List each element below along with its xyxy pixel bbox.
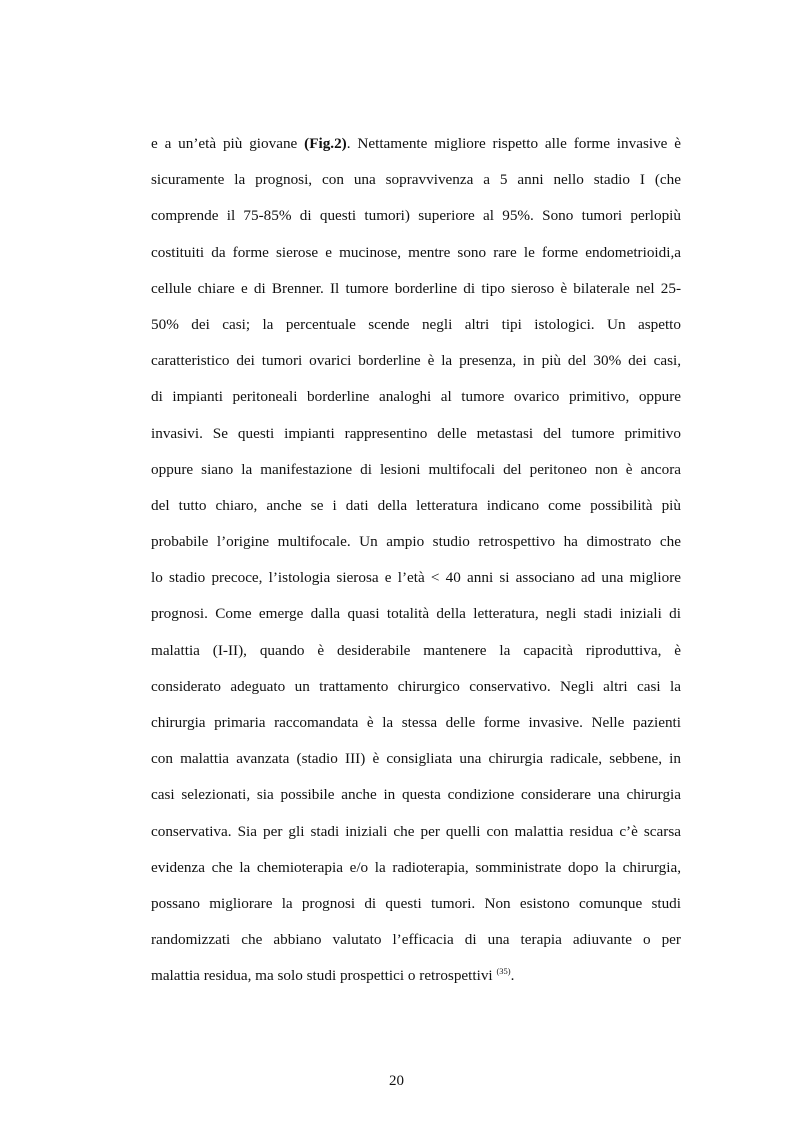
- text-line-6: 50% dei casi; la percentuale scende negli altri tipi istologici. Un aspetto: [151, 315, 681, 333]
- text-line-2: sicuramente la prognosi, con una sopravvivenza a 5 anni nello stadio I (che: [151, 171, 681, 189]
- text-line-23: randomizzati che abbiano valutato l’efficacia di una terapia adiuvante o per: [151, 931, 681, 949]
- text-line-3: comprende il 75-85% di questi tumori) superiore al 95%. Sono tumori perlopiù: [151, 207, 681, 225]
- text-line-8: di impianti peritoneali borderline analoghi al tumore ovarico primitivo, oppure: [151, 388, 681, 406]
- text-line-18: con malattia avanzata (stadio III) è consigliata una chirurgia radicale, sebbene, in: [151, 750, 681, 768]
- text-line-24: [151, 962, 681, 998]
- text-segment: malattia residua, ma solo studi prospettici o retrospettivi: [151, 967, 493, 985]
- text-line-11: del tutto chiaro, anche se i dati della letteratura indicano come possibilità più: [151, 496, 681, 514]
- text-line-7: caratteristico dei tumori ovarici borderline è la presenza, in più del 30% dei casi,: [151, 352, 681, 370]
- text-line-16: considerato adeguato un trattamento chirurgico conservativo. Negli altri casi la: [151, 677, 681, 695]
- text-line-10: oppure siano la manifestazione di lesioni multifocali del peritoneo non è ancora: [151, 460, 681, 478]
- text-line-9: invasivi. Se questi impianti rappresentino delle metastasi del tumore primitivo: [151, 424, 681, 442]
- text-line-17: chirurgia primaria raccomandata è la stessa delle forme invasive. Nelle pazienti: [151, 714, 681, 731]
- text-line-1: [151, 130, 681, 166]
- text-line-5: cellule chiare e di Brenner. Il tumore borderline di tipo sieroso è bilaterale nel 25-: [151, 279, 681, 297]
- text-line-14: prognosi. Come emerge dalla quasi totalità della letteratura, negli stadi iniziali di: [151, 605, 681, 623]
- text-line-22: possano migliorare la prognosi di questi tumori. Non esistono comunque studi: [151, 894, 681, 912]
- page-number: 20: [389, 1073, 404, 1089]
- text-line-13: lo stadio precoce, l’istologia sierosa e l’età < 40 anni si associano ad una migliore: [151, 569, 681, 587]
- text-segment: e a un’età più giovane: [151, 135, 298, 152]
- text-line-19: casi selezionati, sia possibile anche in questa condizione considerare una chirurgia: [151, 786, 681, 804]
- body-paragraph: [151, 130, 681, 999]
- text-segment: .: [510, 967, 515, 985]
- text-line-15: malattia (I-II), quando è desiderabile mantenere la capacità riproduttiva, è: [151, 641, 681, 659]
- text-line-20: conservativa. Sia per gli stadi iniziali che per quelli con malattia residua c’è scarsa: [151, 822, 681, 840]
- figure-reference: (Fig.2): [304, 135, 347, 152]
- text-line-4: costituiti da forme sierose e mucinose, mentre sono rare le forme endometrioidi,a: [151, 243, 681, 261]
- text-line-12: probabile l’origine multifocale. Un ampio studio retrospettivo ha dimostrato che: [151, 533, 681, 551]
- citation-reference: (35): [496, 966, 511, 977]
- text-segment: . Nettamente migliore rispetto alle forme invasive è: [346, 135, 681, 152]
- text-line-21: evidenza che la chemioterapia e/o la radioterapia, somministrate dopo la chirurgia,: [151, 858, 681, 876]
